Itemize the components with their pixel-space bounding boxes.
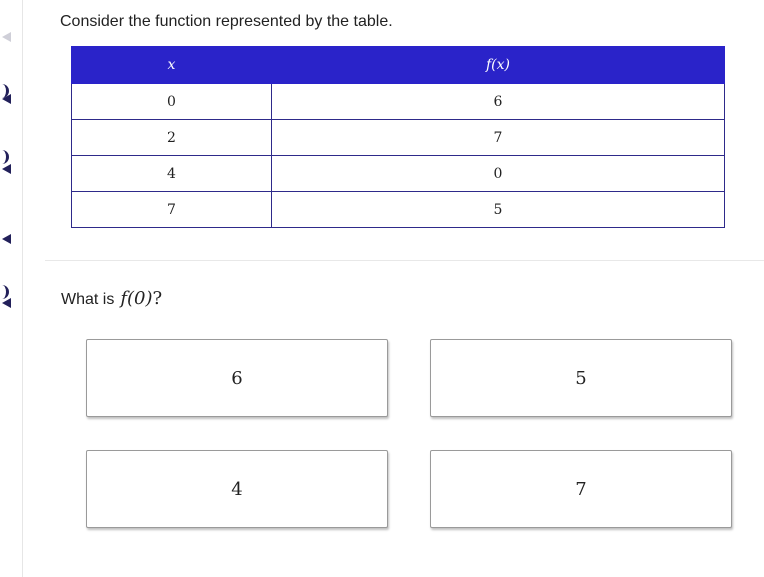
table-cell-x: 0 [72,84,272,120]
table-cell-x: 4 [72,156,272,192]
table-cell-fx: 5 [271,192,724,228]
nav-marker-icon[interactable] [2,234,11,244]
function-table [71,46,725,228]
nav-marker-icon[interactable] [2,164,11,174]
question-prompt: Consider the function represented by the table. [60,13,393,30]
question-math [120,288,162,309]
answer-choice-b[interactable]: 5 [430,339,732,417]
question-label: What is [61,291,115,308]
question-suffix: ? [152,288,163,309]
answer-choice-a[interactable]: 6 [86,339,388,417]
nav-marker-icon[interactable] [2,32,11,42]
table-header-row [72,47,725,84]
table-cell-fx: 6 [271,84,724,120]
answer-choice-d[interactable]: 7 [430,450,732,528]
answer-choice-c[interactable]: 4 [86,450,388,528]
table-cell-x: 7 [72,192,272,228]
nav-marker-icon[interactable] [2,94,11,104]
nav-marker-icon[interactable] [2,298,11,308]
table-row [72,84,725,120]
question-math-expression: f(0) [120,288,153,309]
column-header-x: x [72,47,272,84]
table-cell-fx: 7 [271,120,724,156]
table-cell-fx: 0 [271,156,724,192]
nav-progress-arc [0,285,9,299]
table-row [72,120,725,156]
table-cell-x: 2 [72,120,272,156]
table-row [72,156,725,192]
question-nav-rail [0,0,23,577]
section-divider [45,260,764,261]
nav-progress-arc [0,150,9,164]
question-text [61,288,162,309]
table-row [72,192,725,228]
column-header-fx: f(x) [271,47,724,84]
